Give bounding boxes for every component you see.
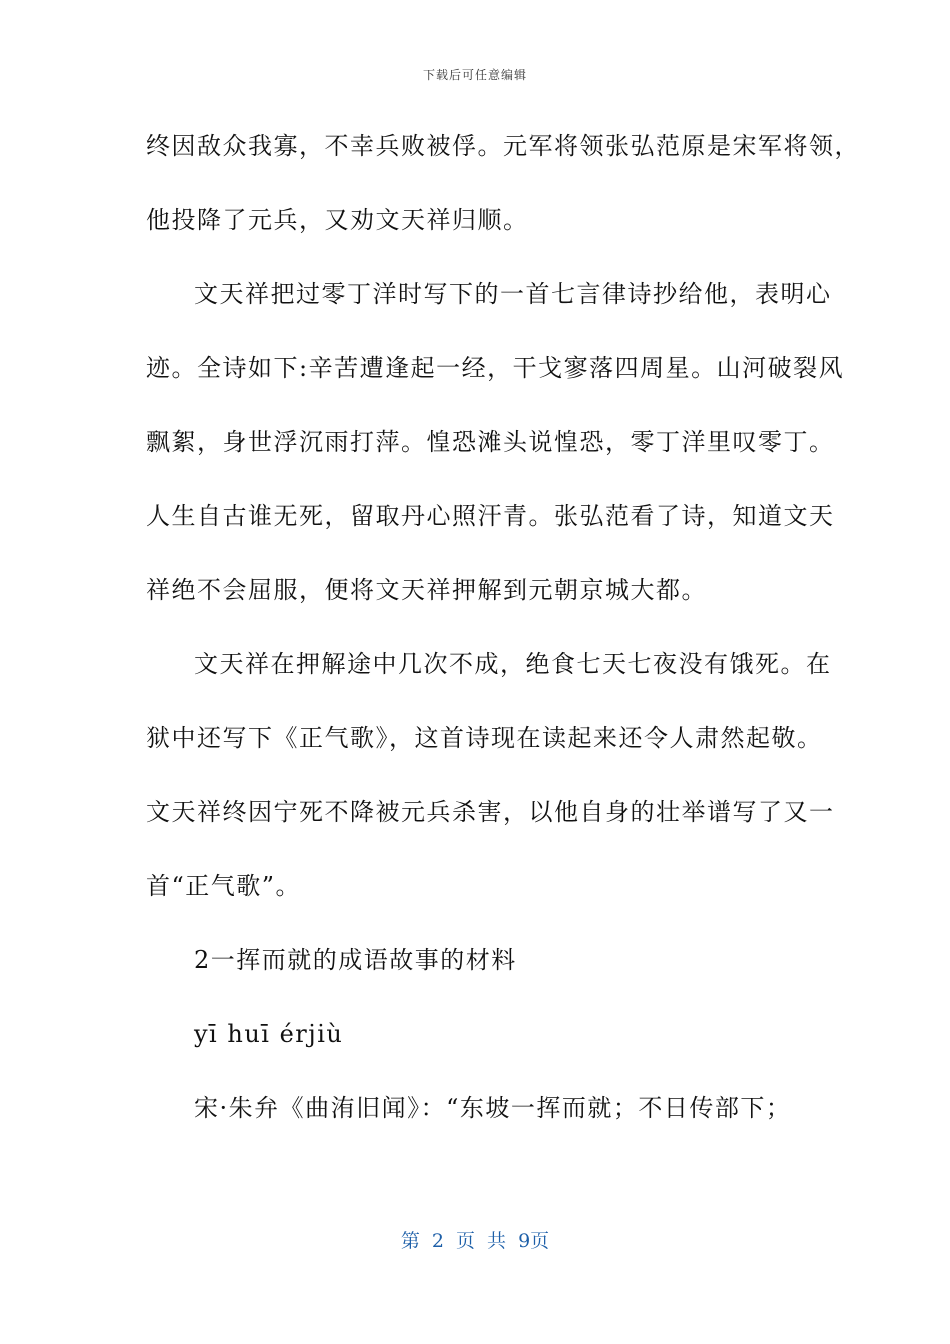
text-line: 文天祥在押解途中几次不成，绝食七天七夜没有饿死。在: [194, 650, 832, 678]
page-header: 下载后可任意编辑: [422, 68, 527, 82]
text-line: 祥绝不会屈服，便将文天祥押解到元朝京城大都。: [146, 576, 707, 604]
text-line: 文天祥把过零丁洋时写下的一首七言律诗抄给他，表明心: [194, 280, 832, 308]
page-footer: 第 2 页 共 9页: [400, 1230, 550, 1252]
text-line: 首“正气歌”。: [146, 872, 302, 900]
text-line: 人生自古谁无死，留取丹心照汗青。张弘范看了诗，知道文天: [146, 502, 835, 530]
text-line: 狱中还写下《正气歌》，这首诗现在读起来还令人肃然起敬。: [146, 724, 823, 752]
pinyin-line: yī huī érjiù: [194, 1020, 344, 1048]
text-line: 宋·朱弁《曲洧旧闻》：“东坡一挥而就；不日传部下；: [194, 1094, 792, 1122]
text-line: 飘絮，身世浮沉雨打萍。惶恐滩头说惶恐，零丁洋里叹零丁。: [146, 428, 835, 456]
text-line: 文天祥终因宁死不降被元兵杀害，以他自身的壮举谱写了又一: [146, 798, 835, 826]
section-heading: 2一挥而就的成语故事的材料: [194, 946, 517, 974]
text-line: 终因敌众我寡，不幸兵败被俘。元军将领张弘范原是宋军将领，: [146, 132, 860, 160]
text-line: 他投降了元兵，又劝文天祥归顺。: [146, 206, 529, 234]
text-line: 迹。全诗如下:辛苦遭逢起一经，干戈寥落四周星。山河破裂风: [146, 354, 845, 382]
